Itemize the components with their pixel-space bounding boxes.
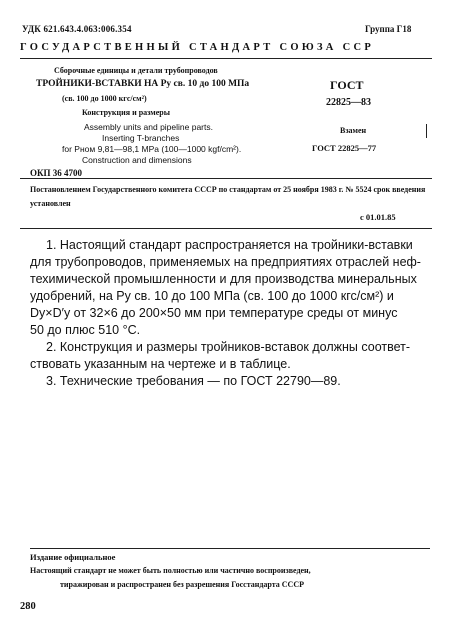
replaces-label: Взамен: [340, 126, 367, 135]
title-en-line1: Assembly units and pipeline parts.: [84, 122, 213, 132]
text-line: удобрений, на Pу св. 10 до 100 МПа (св. 100 до 1000 кгс/см²) и: [30, 289, 394, 303]
text-line: 3. Технические требования — по ГОСТ 22790—89.: [46, 374, 341, 388]
title-en-line4: Construction and dimensions: [82, 155, 192, 165]
page-number: 280: [20, 601, 36, 612]
margin-bar: [426, 124, 427, 138]
text-line: 2. Конструкция и размеры тройников-вставок должны соответ-: [46, 340, 411, 354]
footer-rule: [30, 548, 430, 549]
header-rule: [20, 58, 432, 59]
effective-date: с 01.01.85: [360, 212, 396, 222]
udk-code: УДК 621.643.4.063:006.354: [22, 24, 132, 34]
okp-code: ОКП 36 4700: [30, 168, 83, 178]
title-ru-line4: Конструкция и размеры: [82, 108, 170, 117]
replaces-number: ГОСТ 22825—77: [312, 143, 377, 153]
title-en-line3: for Pном 9,81—98,1 MPa (100—1000 kgf/cm²).: [62, 144, 242, 154]
decree-rule: [20, 228, 432, 229]
group-code: Группа Г18: [365, 24, 412, 34]
text-line: техимической промышленности и для производства минеральных: [30, 272, 417, 286]
text-line: 50 до плюс 510 °С.: [30, 323, 141, 337]
title-ru-line3: (св. 100 до 1000 кгс/см²): [62, 94, 147, 103]
title-ru-line1: Сборочные единицы и детали трубопроводов: [54, 66, 218, 75]
copyright-notice-line1: Настоящий стандарт не может быть полностью или частично воспроизведен,: [30, 566, 311, 575]
title-rule: [20, 178, 432, 179]
title-ru-line2: ТРОЙНИКИ-ВСТАВКИ НА Pу св. 10 до 100 МПа: [36, 79, 250, 89]
edition-label: Издание официальное: [30, 552, 116, 562]
gost-title: ГОСТ: [330, 78, 364, 92]
gost-number: 22825—83: [326, 97, 371, 108]
decree-text: Постановлением Государственного комитета СССР по стандартам от 25 ноября 1983 г. № 5524 срок введения установлен: [30, 185, 426, 208]
copyright-notice-line2: тиражирован и распространен без разрешения Госстандарта СССР: [60, 580, 304, 589]
text-line: ствовать указанным на чертеже и в таблице.: [30, 357, 291, 371]
title-en-line2: Inserting T-branches: [102, 133, 180, 143]
text-line: 1. Настоящий стандарт распространяется на тройники-вставки: [46, 238, 413, 252]
text-line: Dу×D′у от 32×6 до 200×50 мм при температуре среды от минус: [30, 306, 398, 320]
standard-heading: ГОСУДАРСТВЕННЫЙ СТАНДАРТ СОЮЗА ССР: [20, 42, 375, 53]
text-line: для трубопроводов, применяемых на предприятиях отраслей неф-: [30, 255, 421, 269]
